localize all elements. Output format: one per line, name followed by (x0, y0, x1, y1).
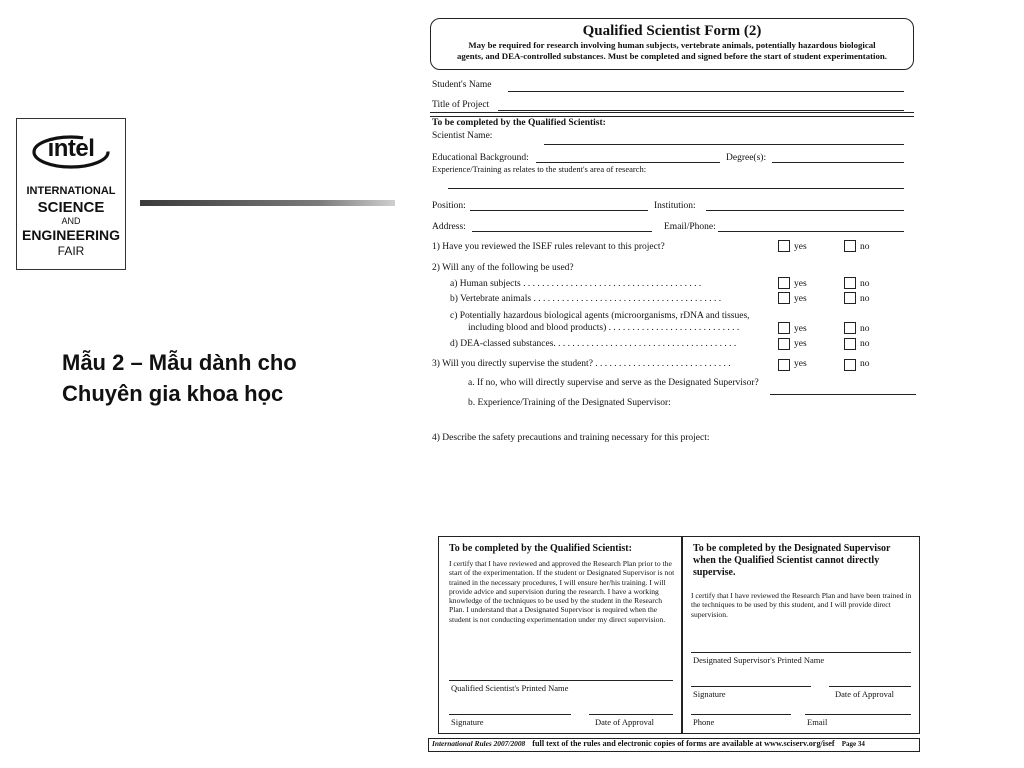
scientist-name-field[interactable] (544, 144, 904, 145)
form-footer (428, 738, 920, 752)
logo-line-5: FAIR (57, 244, 85, 258)
student-name-label: Student's Name (432, 80, 492, 90)
degrees-label: Degree(s): (726, 153, 767, 163)
position-label: Position: (432, 201, 466, 211)
logo-line-1: INTERNATIONAL (26, 185, 116, 197)
caption-line-2: Chuyên gia khoa học (62, 381, 284, 406)
q3-no-label: no (860, 359, 870, 369)
project-title-label: Title of Project (432, 100, 490, 110)
q2a-yes-label: yes (794, 279, 807, 289)
q2d-no-checkbox[interactable] (844, 338, 856, 350)
ds-printed-name-label: Designated Supervisor's Printed Name (693, 655, 825, 665)
divider-bar (140, 200, 395, 206)
q3-yes-checkbox[interactable] (778, 359, 790, 371)
form-title-box (430, 18, 914, 70)
qs-signature-field[interactable] (449, 714, 571, 715)
institution-label: Institution: (654, 201, 696, 211)
question-1: 1) Have you reviewed the ISEF rules relevant to this project? (432, 242, 665, 252)
question-2a: a) Human subjects . . . . . . . . . . . . . . . . . . . . . . . . . . . . . . . . . . . . . . (450, 279, 702, 289)
section-heading: To be completed by the Qualified Scientist: (432, 118, 606, 128)
q3-no-checkbox[interactable] (844, 359, 856, 371)
caption-line-1: Mẫu 2 – Mẫu dành cho (62, 350, 297, 375)
question-2c-line-2: including blood and blood products) . . . . . . . . . . . . . . . . . . . . . . . . . . . . (468, 323, 740, 333)
designated-supervisor-field[interactable] (770, 394, 916, 395)
form-title: Qualified Scientist Form (2) (582, 23, 762, 39)
q2b-no-label: no (860, 294, 870, 304)
ds-signature-label: Signature (693, 689, 726, 699)
question-3: 3) Will you directly supervise the student? . . . . . . . . . . . . . . . . . . . . . . . . . . . . . (432, 359, 731, 369)
q2c-yes-checkbox[interactable] (778, 322, 790, 334)
ds-email-field[interactable] (805, 714, 911, 715)
qs-date-field[interactable] (589, 714, 673, 715)
ds-email-label: Email (807, 717, 828, 727)
question-2d: d) DEA-classed substances. . . . . . . . . . . . . . . . . . . . . . . . . . . . . . . . . . . . . . . (450, 339, 737, 349)
q2c-yes-label: yes (794, 324, 807, 334)
ds-printed-name-field[interactable] (691, 652, 911, 653)
logo-line-2: SCIENCE (37, 199, 105, 216)
question-2c-line-1: c) Potentially hazardous biological agents (microorganisms, rDNA and tissues, (450, 311, 750, 321)
scientist-name-label: Scientist Name: (432, 131, 493, 141)
education-label: Educational Background: (432, 153, 529, 163)
q2c-no-checkbox[interactable] (844, 322, 856, 334)
institution-field[interactable] (706, 210, 904, 211)
student-name-field[interactable] (508, 91, 904, 92)
qualified-scientist-form (428, 18, 918, 758)
right-box-heading: To be completed by the Designated Supervisor when the Qualified Scientist cannot directly supervise. (693, 543, 891, 578)
qs-signature-label: Signature (451, 717, 484, 727)
ds-date-label: Date of Approval (835, 689, 895, 699)
qs-printed-name-label: Qualified Scientist's Printed Name (451, 683, 569, 693)
slide-caption (62, 347, 382, 409)
logo-line-3: AND (61, 216, 81, 226)
ds-date-field[interactable] (829, 686, 911, 687)
qs-printed-name-field[interactable] (449, 680, 673, 681)
q1-no-checkbox[interactable] (844, 240, 856, 252)
ds-signature-field[interactable] (691, 686, 811, 687)
q2a-no-label: no (860, 279, 870, 289)
degrees-field[interactable] (772, 162, 904, 163)
intel-wordmark: intel (47, 135, 95, 162)
project-title-field[interactable] (498, 110, 904, 111)
question-2: 2) Will any of the following be used? (432, 263, 574, 273)
email-phone-label: Email/Phone: (664, 222, 716, 232)
question-4: 4) Describe the safety precautions and training necessary for this project: (432, 433, 710, 443)
qs-date-label: Date of Approval (595, 717, 655, 727)
q2d-no-label: no (860, 339, 870, 349)
q2a-no-checkbox[interactable] (844, 277, 856, 289)
footer-page: Page 34 (841, 740, 865, 748)
q2d-yes-label: yes (794, 339, 807, 349)
footer-text: full text of the rules and electronic copies of forms are available at www.sciserv.org/isef (532, 739, 835, 748)
q2b-no-checkbox[interactable] (844, 292, 856, 304)
address-field[interactable] (472, 231, 652, 232)
q2b-yes-checkbox[interactable] (778, 292, 790, 304)
footer-rules: International Rules 2007/2008 (432, 739, 526, 748)
designated-supervisor-certification (682, 536, 920, 734)
form-subtitle-2: agents, and DEA-controlled substances. Must be completed and signed before the start of student experimentation. (457, 51, 887, 61)
logo-line-4: ENGINEERING (21, 227, 120, 243)
q1-yes-label: yes (794, 242, 807, 252)
experience-field[interactable] (448, 188, 904, 189)
logo-box (16, 118, 126, 270)
q1-yes-checkbox[interactable] (778, 240, 790, 252)
question-2b: b) Vertebrate animals . . . . . . . . . . . . . . . . . . . . . . . . . . . . . . . . . . . . . . . . (450, 294, 722, 304)
isef-logo (0, 102, 140, 280)
q2a-yes-checkbox[interactable] (778, 277, 790, 289)
ds-phone-field[interactable] (691, 714, 791, 715)
ds-phone-label: Phone (693, 717, 715, 727)
right-box-text: I certify that I have reviewed the Research Plan and have been trained in the techniques to be used by this student, and I will provide direct supervision. (691, 591, 912, 619)
email-phone-field[interactable] (718, 231, 904, 232)
q1-no-label: no (860, 242, 870, 252)
form-subtitle-1: May be required for research involving human subjects, vertebrate animals, potentially hazardous biological (468, 40, 876, 50)
q2b-yes-label: yes (794, 294, 807, 304)
q2d-yes-checkbox[interactable] (778, 338, 790, 350)
qualified-scientist-certification (438, 536, 682, 734)
position-field[interactable] (470, 210, 648, 211)
experience-label: Experience/Training as relates to the student's area of research: (432, 164, 647, 174)
left-box-heading: To be completed by the Qualified Scientist: (449, 543, 632, 554)
left-box-text: I certify that I have reviewed and approved the Research Plan prior to the start of the experimentation. If the student or Designated Supervisor is not trained in the necessary procedures, I will ensure her/his training. I will provide advice and supervision during the research. I have a working knowledge of the techniques to be used by the student in the Research Plan. I understand that a Designated Supervisor is required when the student is not conducting experimentation under my direct supervision. (449, 559, 675, 624)
education-field[interactable] (536, 162, 720, 163)
address-label: Address: (432, 222, 466, 232)
question-3a: a. If no, who will directly supervise and serve as the Designated Supervisor? (468, 378, 759, 388)
q3-yes-label: yes (794, 359, 807, 369)
question-3b: b. Experience/Training of the Designated Supervisor: (468, 398, 671, 408)
section-rule (430, 112, 914, 117)
q2c-no-label: no (860, 324, 870, 334)
